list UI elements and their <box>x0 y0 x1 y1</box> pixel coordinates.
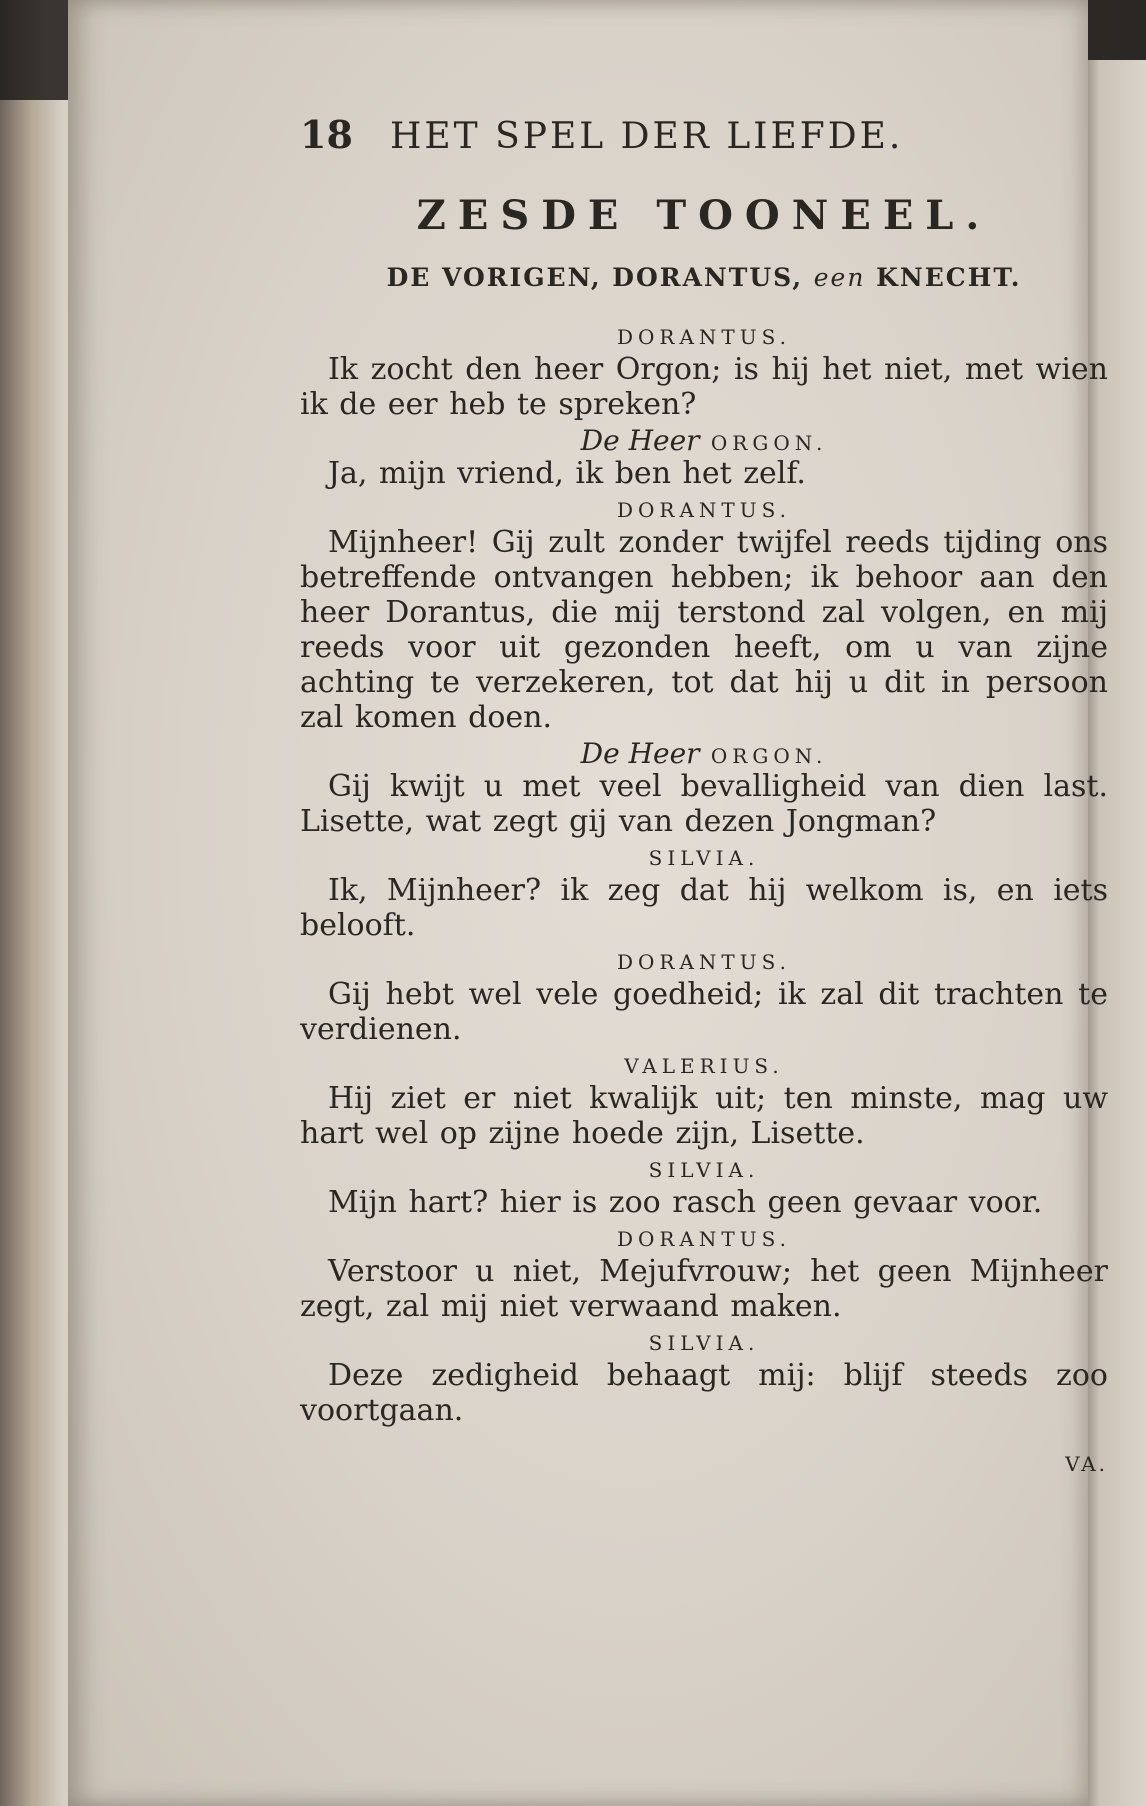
scene-title: ZESDE TOONEEL. <box>416 192 992 239</box>
speech <box>300 1224 1108 1324</box>
speaker-name: SILVIA. <box>648 1331 760 1355</box>
speaker-heading <box>300 1051 1108 1081</box>
speaker-heading <box>300 739 1108 769</box>
speaker-name: VALERIUS. <box>624 1054 784 1078</box>
speaker-name: SILVIA. <box>648 846 760 870</box>
speech-text: Ja, mijn vriend, ik ben het zelf. <box>328 456 806 491</box>
speaker-prefix: De Heer <box>580 424 700 457</box>
speech <box>300 1155 1108 1220</box>
page-number: 18 <box>300 112 353 157</box>
speech <box>300 1328 1108 1428</box>
dialogue <box>300 322 1108 1428</box>
speaker-name: SILVIA. <box>648 1158 760 1182</box>
speech-text: Ik, Mijnheer? ik zeg dat hij welkom is, en iets belooft. <box>300 873 1108 943</box>
speech <box>300 495 1108 735</box>
speech-text: Mijnheer! Gij zult zonder twijfel reeds tijding ons betreffende ontvangen hebben; ik behoor aan den heer Dorantus, die mij terstond zal volgen, en mij reeds voor uit gezonden heeft, om u van zijne achting te verzekeren, tot dat hij u dit in persoon zal komen doen. <box>300 525 1108 735</box>
speech <box>300 1051 1108 1151</box>
speaker-heading <box>300 1224 1108 1254</box>
book-page <box>68 0 1108 1806</box>
speech-text: Deze zedigheid behaagt mij: blijf steeds zoo voortgaan. <box>300 1358 1108 1428</box>
speech-text: Mijn hart? hier is zoo rasch geen gevaar voor. <box>328 1185 1043 1220</box>
page-header <box>300 112 1108 182</box>
speech-text: Verstoor u niet, Mejufvrouw; het geen Mijnheer zegt, zal mij niet verwaand maken. <box>300 1254 1108 1324</box>
speaker-heading <box>300 1328 1108 1358</box>
speech <box>300 947 1108 1047</box>
catchword: VA. <box>1065 1452 1108 1476</box>
speaker-heading <box>300 843 1108 873</box>
speech-text: Gij hebt wel vele goedheid; ik zal dit trachten te verdienen. <box>300 977 1108 1047</box>
speaker-name: DORANTUS. <box>617 498 791 522</box>
speaker-name: DORANTUS. <box>617 950 791 974</box>
speech <box>300 843 1108 943</box>
speaker-heading <box>300 495 1108 525</box>
page-content <box>300 112 1108 1476</box>
speech <box>300 739 1108 839</box>
speaker-name: ORGON. <box>710 431 828 455</box>
speaker-name: DORANTUS. <box>617 325 791 349</box>
speech <box>300 322 1108 422</box>
speaker-prefix: De Heer <box>580 737 700 770</box>
speaker-name: ORGON. <box>710 744 828 768</box>
speech-text: Ik zocht den heer Orgon; is hij het niet, met wien ik de eer heb te spreken? <box>300 352 1108 422</box>
speech-text: Gij kwijt u met veel bevalligheid van dien last. Lisette, wat zegt gij van dezen Jongman? <box>300 769 1108 839</box>
speaker-heading <box>300 426 1108 456</box>
cast-list <box>300 263 1108 292</box>
cast-before: DE VORIGEN, DORANTUS, <box>386 263 804 292</box>
speaker-name: DORANTUS. <box>617 1227 791 1251</box>
speaker-heading <box>300 1155 1108 1185</box>
speaker-heading <box>300 322 1108 352</box>
cast-after: KNECHT. <box>876 263 1022 292</box>
cast-italic: een <box>813 263 866 292</box>
speech-text: Hij ziet er niet kwalijk uit; ten minste, mag uw hart wel op zijne hoede zijn, Lisette. <box>300 1081 1108 1151</box>
speaker-heading <box>300 947 1108 977</box>
speech <box>300 426 1108 491</box>
running-title: HET SPEL DER LIEFDE. <box>390 116 904 157</box>
